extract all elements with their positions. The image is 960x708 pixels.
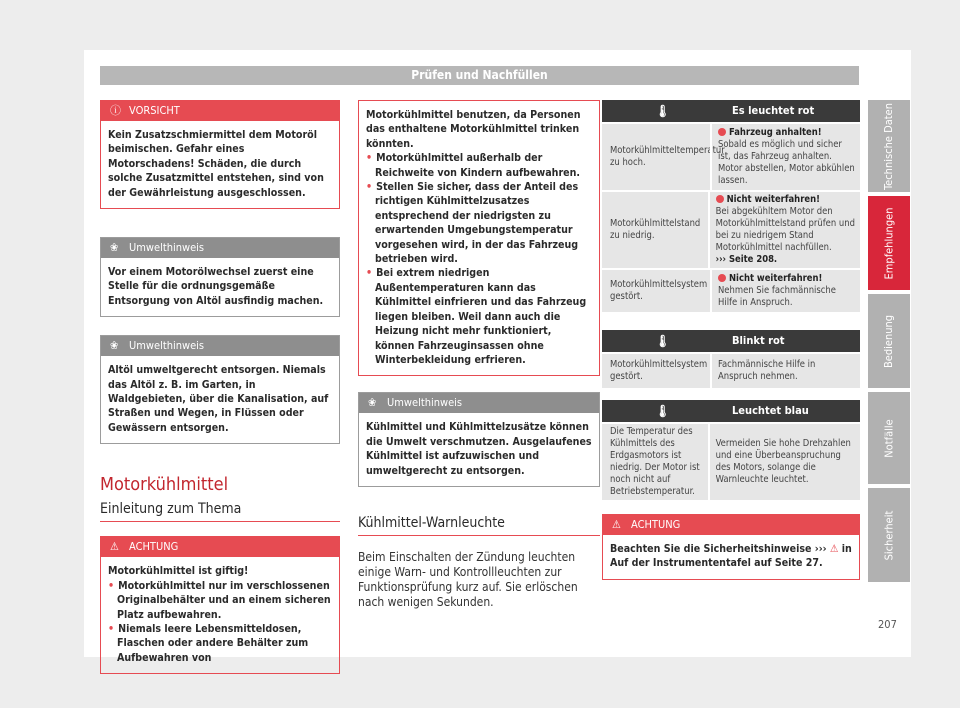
environment-icon: ❀: [368, 396, 377, 410]
warning-triangle-icon: ⚠: [829, 543, 839, 555]
warning-triangle-icon: ⚠: [612, 518, 621, 531]
table-blinks-red: 🌡 Blinkt rot Motorkühlmittelsystem gestört. Fachmännische Hilfe in Anspruch nehmen.: [602, 330, 860, 388]
env-text-3: Kühlmittel und Kühlmittelzusätze können die Umwelt verschmutzen. Ausgelaufenes Kühlmittel ist aufzuwischen und umweltgerecht zu entsorgen.: [366, 421, 592, 477]
table-row: Motorkühlmittelsystem gestört. Fachmännische Hilfe in Anspruch nehmen.: [602, 352, 860, 388]
subsection-title: Einleitung zum Thema: [100, 501, 340, 522]
coolant-temperature-icon: 🌡: [655, 404, 671, 418]
table-lights-red: 🌡 Es leuchtet rot Motorkühlmitteltemperatur zu hoch. Fahrzeug anhalten! Sobald es möglich und sicher ist, das Fahrzeug anhalten. Motor abstellen, Motor abkühlen lassen. Motorkühlmittelstand zu niedrig. Nicht weiterfahren! Bei abgekühltem Motor den Motorkühlmittelstand prüfen und bei zu niedrigem Stand Motorkühlmittel nachfüllen. ››› Seite 208. Motorkühlmittelsystem gestört. Nicht weiterfahren! Nehmen Sie fachmännische Hilfe in Anspruch.: [602, 100, 860, 312]
subsection-title-2: Kühlmittel-Warnleuchte: [358, 515, 600, 536]
environment-icon: ❀: [110, 241, 119, 255]
table-row: Motorkühlmittelstand zu niedrig. Nicht weiterfahren! Bei abgekühltem Motor den Motorkühlmittelstand prüfen und bei zu niedrigem Stand Motorkühlmittel nachfüllen. ››› Seite 208.: [602, 190, 860, 268]
env-text-1: Vor einem Motorölwechsel zuerst eine Stelle für die ordnungsgemäße Entsorgung von Altöl ausfindig machen.: [108, 266, 324, 307]
warning-box: ⚠ ACHTUNG Motorkühlmittel ist giftig! • Motorkühlmittel nur im verschlossenen Originalbehälter und an einem sicheren Platz aufbewahren. • Niemals leere Lebensmitteldosen, Flaschen oder andere Behälter zum Aufbewahren von: [100, 536, 340, 674]
caution-text: Kein Zusatzschmiermittel dem Motoröl beimischen. Gefahr eines Motorschadens! Schäden, die durch solche Zusatzmittel entstehen, sind von der Gewährleistung ausgeschlossen.: [108, 129, 324, 199]
caution-box: ⓘ VORSICHT Kein Zusatzschmiermittel dem Motoröl beimischen. Gefahr eines Motorschadens! Schäden, die durch solche Zusatzmittel entstehen, sind von der Gewährleistung ausgeschlossen.: [100, 100, 340, 209]
coolant-temperature-icon: 🌡: [655, 334, 671, 348]
warning-box-2: ⚠ ACHTUNG Beachten Sie die Sicherheitshinweise ››› ⚠ in Auf der Instrumententafel auf Seite 27.: [602, 514, 860, 580]
stop-icon: [716, 195, 724, 203]
table-row: Motorkühlmitteltemperatur zu hoch. Fahrzeug anhalten! Sobald es möglich und sicher ist, das Fahrzeug anhalten. Motor abstellen, Motor abkühlen lassen.: [602, 122, 860, 190]
table-row: Motorkühlmittelsystem gestört. Nicht weiterfahren! Nehmen Sie fachmännische Hilfe in Anspruch.: [602, 268, 860, 312]
env-text-2: Altöl umweltgerecht entsorgen. Niemals das Altöl z. B. im Garten, in Waldgebieten, über die Kanalisation, auf Straßen und Wegen, in Flüssen oder Gewässern entsorgen.: [108, 364, 329, 434]
tab-sicherheit[interactable]: Sicherheit: [868, 488, 910, 582]
column-3: [602, 100, 860, 594]
body-text: Beim Einschalten der Zündung leuchten einige Warn- und Kontrollleuchten zur Funktionsprüfung kurz auf. Sie erlöschen nach wenigen Sekunden.: [358, 549, 578, 609]
page-header: Prüfen und Nachfüllen: [100, 66, 859, 85]
warning-triangle-icon: ⚠: [110, 540, 119, 554]
env-box-2: ❀ Umwelthinweis Altöl umweltgerecht entsorgen. Niemals das Altöl z. B. im Garten, in Waldgebieten, über die Kanalisation, auf Straßen und Wegen, in Flüssen oder Gewässern entsorgen.: [100, 335, 340, 444]
coolant-temperature-icon: 🌡: [655, 104, 671, 118]
tab-notfaelle[interactable]: Notfälle: [868, 392, 910, 484]
tab-bedienung[interactable]: Bedienung: [868, 294, 910, 388]
column-1: [100, 100, 340, 688]
environment-icon: ❀: [110, 339, 119, 353]
page-number: 207: [878, 618, 897, 631]
env-box-3: ❀ Umwelthinweis Kühlmittel und Kühlmittelzusätze können die Umwelt verschmutzen. Ausgelaufenes Kühlmittel ist aufzuwischen und umweltgerecht zu entsorgen.: [358, 392, 600, 487]
column-2: [358, 100, 600, 610]
stop-icon: [718, 274, 726, 282]
table-lights-blue: 🌡 Leuchtet blau Die Temperatur des Kühlmittels des Erdgasmotors ist niedrig. Der Motor ist noch nicht auf Betriebstemperatur. Vermeiden Sie hohe Drehzahlen und eine Überbeanspruchung des Motors, solange die Warnleuchte leuchtet.: [602, 400, 860, 500]
section-title: Motorkühlmittel: [100, 474, 229, 496]
stop-icon: [718, 128, 726, 136]
caution-icon: ⓘ: [110, 104, 121, 117]
table-row: Die Temperatur des Kühlmittels des Erdgasmotors ist niedrig. Der Motor ist noch nicht auf Betriebstemperatur. Vermeiden Sie hohe Drehzahlen und eine Überbeanspruchung des Motors, solange die Warnleuchte leuchtet.: [602, 422, 860, 500]
tab-empfehlungen[interactable]: Empfehlungen: [868, 196, 910, 290]
env-box-1: ❀ Umwelthinweis Vor einem Motorölwechsel zuerst eine Stelle für die ordnungsgemäße Entsorgung von Altöl ausfindig machen.: [100, 237, 340, 317]
tab-technische-daten[interactable]: Technische Daten: [868, 100, 910, 192]
warning-continued-box: Motorkühlmittel benutzen, da Personen das enthaltene Motorkühlmittel trinken könnten. • Motorkühlmittel außerhalb der Reichweite von Kindern aufbewahren. • Stellen Sie sicher, dass der Anteil des richtigen Kühlmittelzusatzes entsprechend der niedrigsten zu erwartenden Umgebungstemperatur vorgesehen wird, in der das Fahrzeug betrieben wird. • Bei extrem niedrigen Außentemperaturen kann das Kühlmittel einfrieren und das Fahrzeug liegen bleiben. Weil dann auch die Heizung nicht mehr funktioniert, können Fahrzeuginsassen ohne Winterbekleidung erfrieren.: [358, 100, 600, 376]
